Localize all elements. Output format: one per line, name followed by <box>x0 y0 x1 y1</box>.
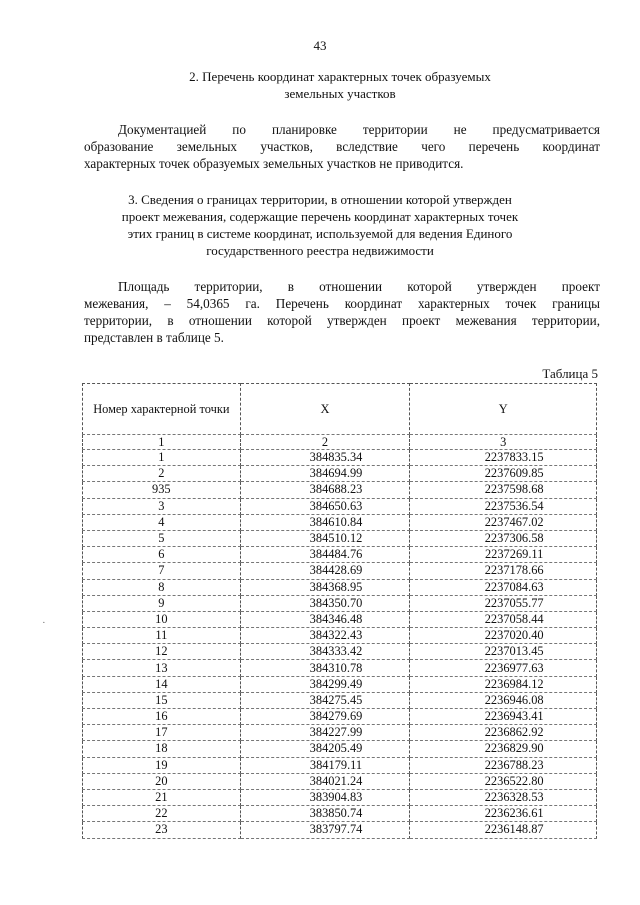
section-3-title <box>90 191 550 259</box>
table-row <box>83 514 597 530</box>
table-row <box>83 822 597 838</box>
table-row <box>83 660 597 676</box>
table-row <box>83 789 597 805</box>
table-row <box>83 563 597 579</box>
point-number-cell: 3 <box>83 498 241 514</box>
section-3-title-line: 3. Сведения о границах территории, в отношении которой утвержден <box>128 192 512 207</box>
point-number-cell: 17 <box>83 725 241 741</box>
table-row <box>83 773 597 789</box>
x-coordinate-cell: 384650.63 <box>240 498 410 514</box>
point-number-cell: 18 <box>83 741 241 757</box>
table-row <box>83 709 597 725</box>
y-coordinate-cell: 2237598.68 <box>410 482 597 498</box>
y-coordinate-cell: 2236977.63 <box>410 660 597 676</box>
point-number-cell: 11 <box>83 628 241 644</box>
y-coordinate-cell: 2237013.45 <box>410 644 597 660</box>
point-number-cell: 10 <box>83 611 241 627</box>
table-row <box>83 692 597 708</box>
table-row <box>83 644 597 660</box>
x-coordinate-cell: 384275.45 <box>240 692 410 708</box>
y-coordinate-cell: 2236788.23 <box>410 757 597 773</box>
x-coordinate-cell: 384021.24 <box>240 773 410 789</box>
table-row <box>83 579 597 595</box>
section-2-title <box>150 68 530 102</box>
y-coordinate-cell: 2237609.85 <box>410 466 597 482</box>
table-row <box>83 725 597 741</box>
point-number-cell: 6 <box>83 547 241 563</box>
paragraph-line: территории, в отношении которой утвержден проект межевания территории, <box>84 313 600 328</box>
section-2-paragraph <box>84 121 600 172</box>
x-coordinate-cell: 384350.70 <box>240 595 410 611</box>
point-number-cell: 15 <box>83 692 241 708</box>
point-number-cell: 2 <box>83 466 241 482</box>
section-3-title-line: государственного реестра недвижимости <box>206 243 434 258</box>
table-row <box>83 466 597 482</box>
y-coordinate-cell: 2237084.63 <box>410 579 597 595</box>
point-number-cell: 21 <box>83 789 241 805</box>
y-coordinate-cell: 2236236.61 <box>410 806 597 822</box>
x-coordinate-cell: 384610.84 <box>240 514 410 530</box>
point-number-cell: 14 <box>83 676 241 692</box>
point-number-cell: 23 <box>83 822 241 838</box>
point-number-cell: 1 <box>83 450 241 466</box>
table-row <box>83 498 597 514</box>
paragraph-line: характерных точек образуемых земельных участков не приводится. <box>84 156 464 171</box>
x-coordinate-cell: 384346.48 <box>240 611 410 627</box>
table-row <box>83 676 597 692</box>
point-number-cell: 5 <box>83 530 241 546</box>
point-number-cell: 4 <box>83 514 241 530</box>
paragraph-line: Документацией по планировке территории не предусматривается <box>118 122 600 137</box>
section-3-title-line: этих границ в системе координат, используемой для ведения Единого <box>127 226 513 241</box>
y-coordinate-cell: 2236148.87 <box>410 822 597 838</box>
point-number-cell: 8 <box>83 579 241 595</box>
x-coordinate-cell: 384179.11 <box>240 757 410 773</box>
table-row <box>83 482 597 498</box>
section-3-title-line: проект межевания, содержащие перечень координат характерных точек <box>121 209 519 224</box>
y-coordinate-cell: 2236862.92 <box>410 725 597 741</box>
point-number-cell: 19 <box>83 757 241 773</box>
x-coordinate-cell: 383904.83 <box>240 789 410 805</box>
y-coordinate-cell: 2236328.53 <box>410 789 597 805</box>
y-coordinate-cell: 2237833.15 <box>410 450 597 466</box>
table-row <box>83 530 597 546</box>
point-number-cell: 22 <box>83 806 241 822</box>
table-row <box>83 595 597 611</box>
column-number: 1 <box>83 435 241 450</box>
x-coordinate-cell: 384510.12 <box>240 530 410 546</box>
column-number: 2 <box>240 435 410 450</box>
table-caption: Таблица 5 <box>542 366 598 381</box>
y-coordinate-cell: 2237269.11 <box>410 547 597 563</box>
x-coordinate-cell: 384688.23 <box>240 482 410 498</box>
column-header-x: X <box>240 384 410 435</box>
x-coordinate-cell: 384333.42 <box>240 644 410 660</box>
x-coordinate-cell: 383797.74 <box>240 822 410 838</box>
table-row <box>83 741 597 757</box>
table-row <box>83 628 597 644</box>
column-number: 3 <box>410 435 597 450</box>
x-coordinate-cell: 384299.49 <box>240 676 410 692</box>
y-coordinate-cell: 2237055.77 <box>410 595 597 611</box>
point-number-cell: 935 <box>83 482 241 498</box>
x-coordinate-cell: 383850.74 <box>240 806 410 822</box>
table-row <box>83 806 597 822</box>
paragraph-line: представлен в таблице 5. <box>84 330 224 345</box>
section-3-paragraph <box>84 278 600 346</box>
margin-mark: · <box>42 617 46 629</box>
y-coordinate-cell: 2236984.12 <box>410 676 597 692</box>
point-number-cell: 16 <box>83 709 241 725</box>
x-coordinate-cell: 384227.99 <box>240 725 410 741</box>
table-row <box>83 547 597 563</box>
point-number-cell: 12 <box>83 644 241 660</box>
x-coordinate-cell: 384205.49 <box>240 741 410 757</box>
page-number: 43 <box>313 38 327 53</box>
point-number-cell: 13 <box>83 660 241 676</box>
x-coordinate-cell: 384310.78 <box>240 660 410 676</box>
x-coordinate-cell: 384368.95 <box>240 579 410 595</box>
paragraph-line: Площадь территории, в отношении которой утвержден проект <box>118 279 600 294</box>
paragraph-line: образование земельных участков, вследствие чего перечень координат <box>84 139 600 154</box>
point-number-cell: 20 <box>83 773 241 789</box>
y-coordinate-cell: 2236522.80 <box>410 773 597 789</box>
x-coordinate-cell: 384428.69 <box>240 563 410 579</box>
section-2-title-line: земельных участков <box>284 86 396 101</box>
y-coordinate-cell: 2236829.90 <box>410 741 597 757</box>
y-coordinate-cell: 2237178.66 <box>410 563 597 579</box>
table-row <box>83 757 597 773</box>
x-coordinate-cell: 384694.99 <box>240 466 410 482</box>
table-row <box>83 450 597 466</box>
column-header-point-number: Номер характерной точки <box>83 384 241 435</box>
point-number-cell: 9 <box>83 595 241 611</box>
table-row <box>83 611 597 627</box>
point-number-cell: 7 <box>83 563 241 579</box>
y-coordinate-cell: 2237536.54 <box>410 498 597 514</box>
section-2-title-line: 2. Перечень координат характерных точек образуемых <box>189 69 491 84</box>
x-coordinate-cell: 384322.43 <box>240 628 410 644</box>
x-coordinate-cell: 384279.69 <box>240 709 410 725</box>
coordinates-table <box>82 383 597 839</box>
x-coordinate-cell: 384835.34 <box>240 450 410 466</box>
y-coordinate-cell: 2236943.41 <box>410 709 597 725</box>
y-coordinate-cell: 2237467.02 <box>410 514 597 530</box>
y-coordinate-cell: 2237058.44 <box>410 611 597 627</box>
paragraph-line: межевания, – 54,0365 га. Перечень координат характерных точек границы <box>84 296 600 311</box>
y-coordinate-cell: 2237020.40 <box>410 628 597 644</box>
y-coordinate-cell: 2237306.58 <box>410 530 597 546</box>
y-coordinate-cell: 2236946.08 <box>410 692 597 708</box>
x-coordinate-cell: 384484.76 <box>240 547 410 563</box>
column-header-y: Y <box>410 384 597 435</box>
